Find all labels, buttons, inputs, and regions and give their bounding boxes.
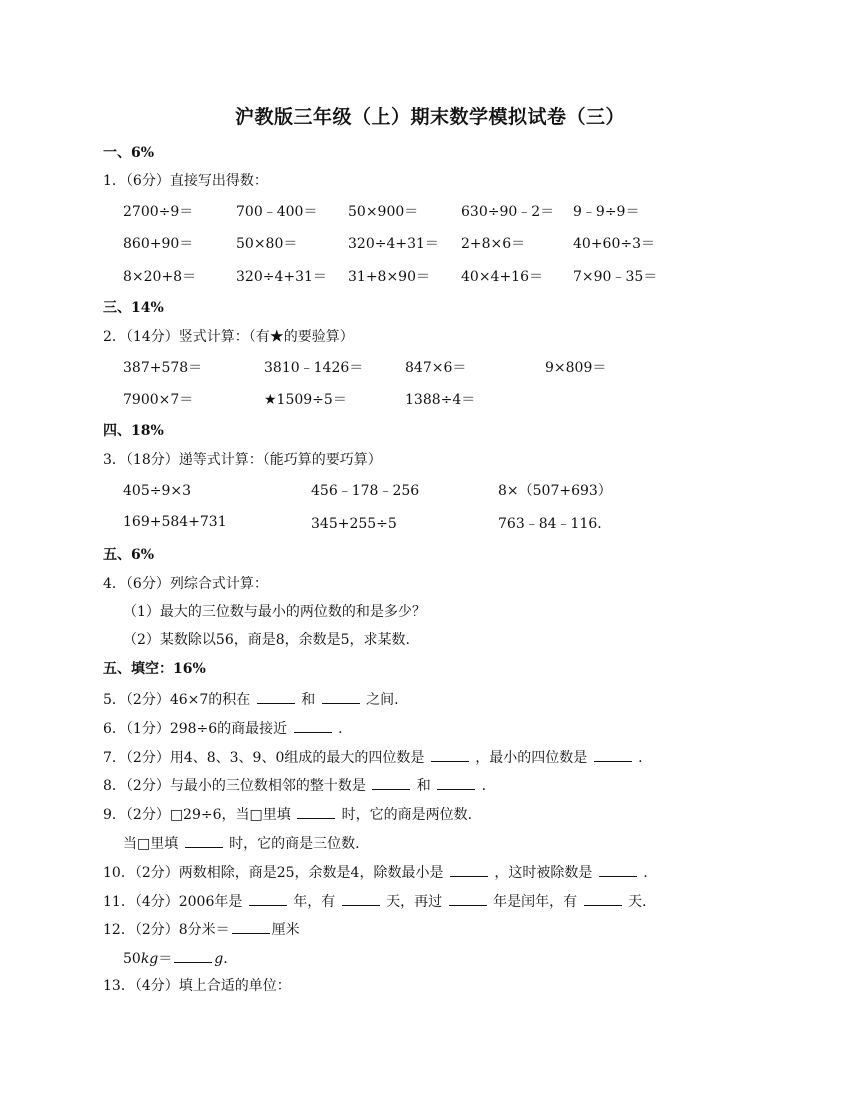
calc-item: 2+8×6＝ — [461, 236, 526, 252]
page-title: 沪教版三年级（上）期末数学模拟试卷（三） — [234, 106, 625, 128]
answer-blank[interactable] — [249, 890, 287, 906]
question-text: 7．（2分）用4、8、3、9、0组成的最大的四位数是 — [103, 750, 425, 766]
calc-item: 50×80＝ — [236, 236, 298, 252]
question-text: 6．（1分）298÷6的商最接近 — [103, 721, 288, 737]
calc-item: 31+8×90＝ — [348, 269, 430, 285]
unit-g: g — [214, 951, 224, 967]
question-6 — [103, 717, 343, 739]
calc-item: 630÷90﹣2＝ — [461, 204, 555, 220]
calc-item: 8×20+8＝ — [123, 269, 197, 285]
calc-item: 456﹣178﹣256 — [311, 483, 420, 499]
question-text: ，最小的四位数是 — [475, 750, 588, 766]
answer-blank[interactable] — [342, 890, 380, 906]
question-text: 之间. — [366, 692, 399, 708]
question-text: ＝ — [158, 951, 173, 967]
question-12-line-2 — [123, 947, 228, 969]
calc-item: 40+60÷3＝ — [573, 236, 655, 252]
answer-blank[interactable] — [185, 832, 223, 848]
calc-item: 3810﹣1426＝ — [264, 360, 364, 376]
answer-blank[interactable] — [174, 947, 212, 963]
section-heading-4: 四、18% — [103, 423, 164, 439]
question-3-heading: 3．（18分）递等式计算：（能巧算的要巧算） — [103, 452, 382, 468]
calc-item: 50×900＝ — [348, 204, 419, 220]
question-text: ，这时被除数是 — [494, 865, 593, 881]
question-13: 13．（4分）填上合适的单位： — [103, 978, 291, 994]
answer-blank[interactable] — [584, 890, 622, 906]
question-4-sub-1: （1）最大的三位数与最小的两位数的和是多少？ — [123, 604, 426, 620]
question-4-heading: 4．（6分）列综合式计算： — [103, 576, 268, 592]
answer-blank[interactable] — [257, 688, 295, 704]
calc-item: 320÷4+31＝ — [348, 236, 439, 252]
question-text: . — [338, 721, 343, 737]
question-text: . — [638, 750, 643, 766]
answer-blank[interactable] — [232, 918, 270, 934]
answer-blank[interactable] — [594, 746, 632, 762]
calc-item: ★1509÷5＝ — [264, 392, 347, 408]
answer-blank[interactable] — [437, 774, 475, 790]
calc-item: 860+90＝ — [123, 236, 194, 252]
answer-blank[interactable] — [599, 861, 637, 877]
question-text: 时，它的商是三位数. — [229, 836, 360, 852]
calc-item: 9×809＝ — [545, 360, 607, 376]
calc-item: 700﹣400＝ — [236, 204, 318, 220]
question-text: 时，它的商是两位数. — [341, 807, 473, 823]
question-9-line-2 — [123, 832, 360, 854]
calc-item: 8×（507+693） — [498, 483, 612, 499]
answer-blank[interactable] — [450, 861, 488, 877]
answer-blank[interactable] — [449, 890, 487, 906]
question-7 — [103, 746, 643, 768]
answer-blank[interactable] — [431, 746, 469, 762]
question-4-sub-2: （2）某数除以56，商是8，余数是5，求某数. — [123, 632, 410, 648]
question-text: 厘米 — [271, 922, 300, 938]
question-text: 8．（2分）与最小的三位数相邻的整十数是 — [103, 778, 366, 794]
question-text: 9．（2分）□29÷6，当□里填 — [103, 807, 291, 823]
question-text: 50 — [123, 951, 141, 967]
question-text: 天. — [627, 894, 647, 910]
answer-blank[interactable] — [322, 688, 360, 704]
question-11 — [103, 890, 646, 912]
calc-item: 763﹣84﹣116. — [498, 516, 602, 532]
question-text: . — [481, 778, 487, 794]
calc-item: 320÷4+31＝ — [236, 269, 327, 285]
calc-item: 9﹣9÷9＝ — [573, 204, 640, 220]
question-text: 年是闰年，有 — [493, 894, 578, 910]
calc-item: 405÷9×3 — [123, 483, 191, 499]
section-heading-3: 三、14% — [103, 300, 164, 316]
question-10 — [103, 861, 648, 883]
question-text: 天，再过 — [386, 894, 443, 910]
question-8 — [103, 774, 486, 796]
calc-item: 7900×7＝ — [123, 392, 194, 408]
calc-item: 169+584+731 — [123, 514, 227, 530]
calc-item: 40×4+16＝ — [461, 269, 543, 285]
answer-blank[interactable] — [294, 717, 332, 733]
calc-item: 7×90﹣35＝ — [573, 269, 658, 285]
calc-item: 345+255÷5 — [311, 516, 397, 532]
question-text: 和 — [301, 692, 316, 708]
question-text: 5．（2分）46×7的积在 — [103, 692, 251, 708]
section-heading-5a: 五、6% — [103, 547, 155, 563]
question-5 — [103, 688, 399, 710]
question-text: 10．（2分）两数相除，商是25，余数是4，除数最小是 — [103, 865, 444, 881]
unit-kg: kg — [140, 951, 159, 967]
question-1-heading: 1．（6分）直接写出得数： — [103, 173, 268, 189]
calc-item: 847×6＝ — [405, 360, 467, 376]
section-heading-1: 一、6% — [103, 145, 155, 161]
question-text: . — [643, 865, 648, 881]
question-9 — [103, 803, 472, 825]
question-text: 当□里填 — [123, 836, 179, 852]
question-text: 11．（4分）2006年是 — [103, 894, 243, 910]
answer-blank[interactable] — [372, 774, 410, 790]
question-2-heading: 2．（14分）竖式计算：（有★的要验算） — [103, 329, 354, 345]
question-12 — [103, 918, 300, 940]
calc-item: 387+578＝ — [123, 360, 203, 376]
calc-item: 2700÷9＝ — [123, 204, 194, 220]
question-text: . — [223, 951, 228, 967]
answer-blank[interactable] — [297, 803, 335, 819]
question-text: 年，有 — [293, 894, 336, 910]
section-heading-5b: 五、填空：16% — [103, 661, 206, 677]
question-text: 12．（2分）8分米＝ — [103, 922, 230, 938]
calc-item: 1388÷4＝ — [405, 392, 476, 408]
question-text: 和 — [416, 778, 431, 794]
